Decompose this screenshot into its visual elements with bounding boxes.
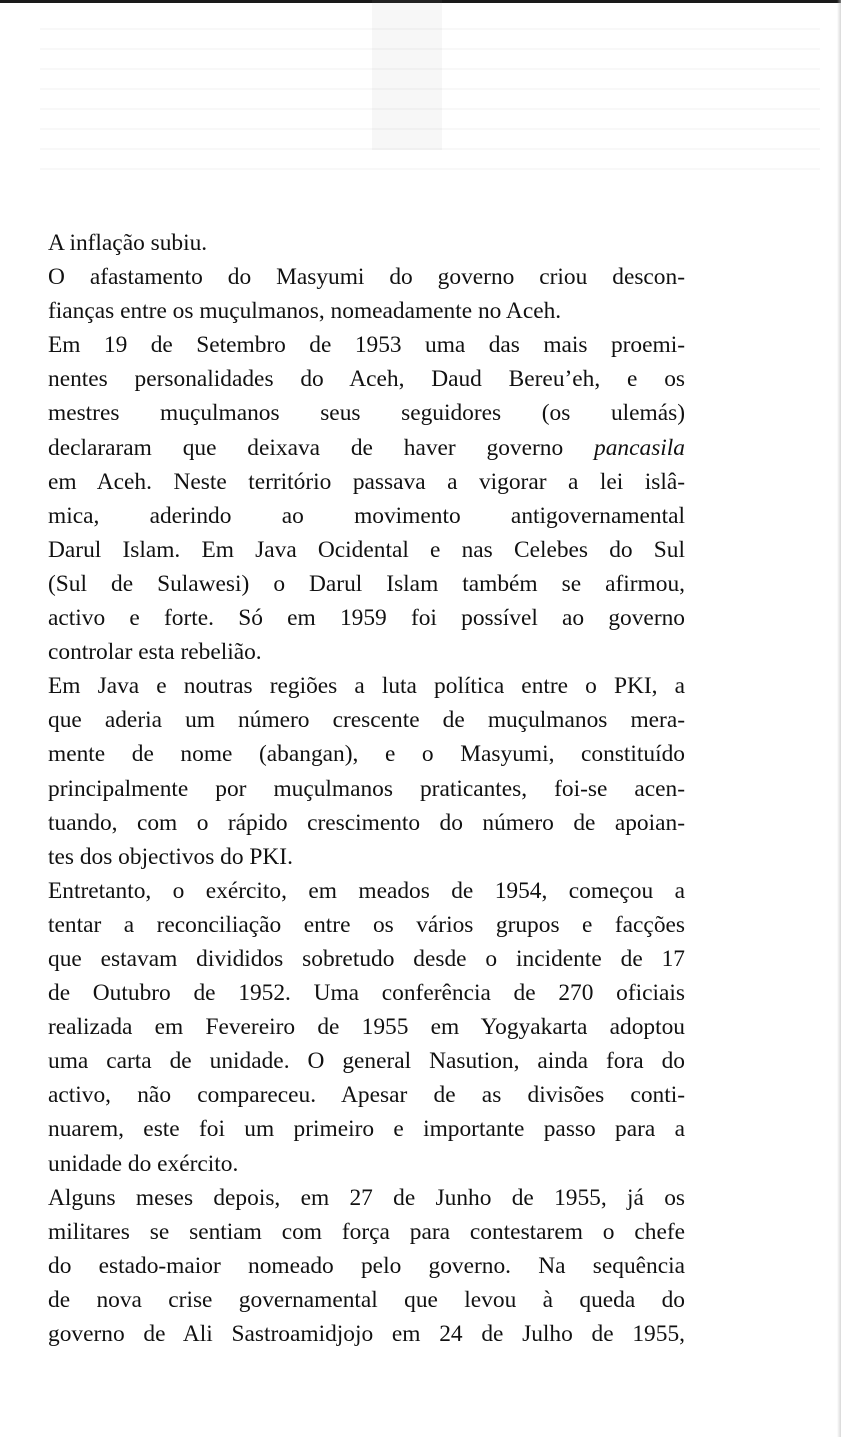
text-line: tentar a reconciliação entre os vários grupos e facções bbox=[48, 911, 685, 938]
text-line: mente de nome (abangan), e o Masyumi, constituído bbox=[48, 741, 685, 768]
text-line: que aderia um número crescente de muçulmanos mera- bbox=[48, 707, 685, 734]
text-line: de Outubro de 1952. Uma conferência de 270 oficiais bbox=[48, 980, 685, 1007]
text-run: declararam que deixava de haver governo bbox=[48, 434, 595, 461]
text-line: O afastamento do Masyumi do governo criou descon- bbox=[48, 264, 685, 291]
text-line: principalmente por muçulmanos praticantes, foi-se acen- bbox=[48, 775, 685, 802]
text-line: unidade do exército. bbox=[48, 1150, 239, 1177]
text-line: governo de Ali Sastroamidjojo em 24 de Julho de 1955, bbox=[48, 1321, 685, 1347]
text-line: fianças entre os muçulmanos, nomeadamente no Aceh. bbox=[48, 298, 562, 325]
text-line: uma carta de unidade. O general Nasution, ainda fora do bbox=[48, 1048, 685, 1075]
text-line: de nova crise governamental que levou à queda do bbox=[48, 1286, 685, 1313]
text-line: (Sul de Sulawesi) o Darul Islam também se afirmou, bbox=[48, 570, 685, 597]
body-text bbox=[48, 226, 685, 1351]
text-line: Darul Islam. Em Java Ocidental e nas Celebes do Sul bbox=[48, 536, 685, 563]
text-line: Entretanto, o exército, em meados de 1954, começou a bbox=[48, 877, 685, 904]
text-line: realizada em Fevereiro de 1955 em Yogyakarta adoptou bbox=[48, 1014, 685, 1041]
text-line: tuando, com o rápido crescimento do número de apoian- bbox=[48, 809, 685, 836]
text-line: do estado-maior nomeado pelo governo. Na sequência bbox=[48, 1252, 685, 1279]
text-line: em Aceh. Neste território passava a vigorar a lei islâ- bbox=[48, 468, 685, 495]
text-line: Em 19 de Setembro de 1953 uma das mais proemi- bbox=[48, 332, 685, 359]
text-line: mestres muçulmanos seus seguidores (os ulemás) bbox=[48, 400, 685, 427]
text-line: Em Java e noutras regiões a luta política entre o PKI, a bbox=[48, 673, 685, 700]
text-line: nuarem, este foi um primeiro e importante passo para a bbox=[48, 1116, 685, 1143]
text-line: activo e forte. Só em 1959 foi possível ao governo bbox=[48, 605, 685, 632]
text-line: tes dos objectivos do PKI. bbox=[48, 843, 293, 870]
text-line: Alguns meses depois, em 27 de Junho de 1955, já os bbox=[48, 1184, 685, 1211]
bleed-through-block bbox=[372, 0, 442, 150]
text-line: nentes personalidades do Aceh, Daud Bereu’eh, e os bbox=[48, 366, 685, 393]
text-line: A inflação subiu. bbox=[48, 230, 208, 256]
text-line: mica, aderindo ao movimento antigovernamental bbox=[48, 502, 685, 529]
text-line: militares se sentiam com força para contestarem o chefe bbox=[48, 1218, 685, 1245]
text-line bbox=[48, 431, 685, 465]
text-line: activo, não compareceu. Apesar de as divisões conti- bbox=[48, 1082, 685, 1109]
italic-term: pancasila bbox=[594, 434, 685, 461]
page-right-edge bbox=[837, 0, 841, 1437]
text-line: que estavam divididos sobretudo desde o incidente de 17 bbox=[48, 945, 685, 972]
text-line: controlar esta rebelião. bbox=[48, 639, 262, 666]
